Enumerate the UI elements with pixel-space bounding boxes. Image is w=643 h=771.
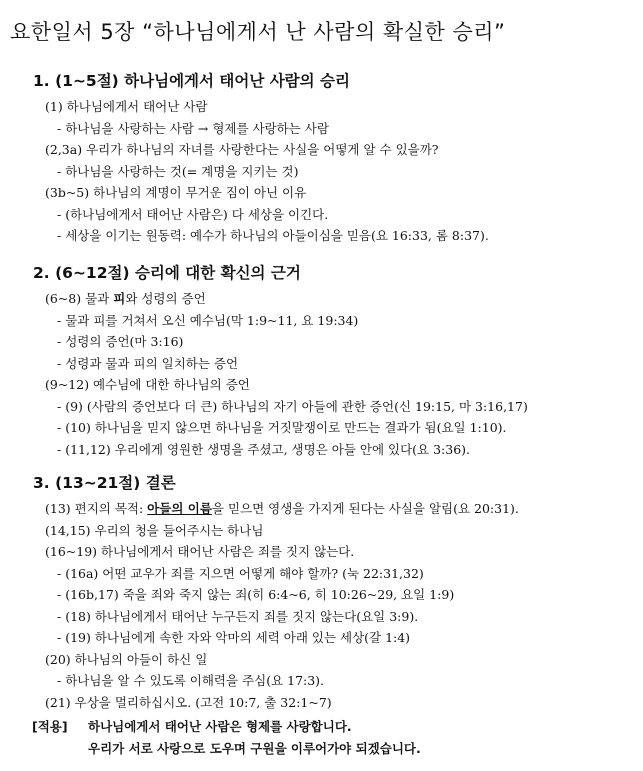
sub-point-line: - (16a) 어떤 교우가 죄를 지으면 어떻게 해야 할까? (눅 22:31,32) (57, 565, 424, 581)
sub-point-line: - 하나님을 알 수 있도록 이해력을 주심(요 17:3). (57, 673, 325, 688)
section-2 (33, 258, 633, 460)
point-text: 을 믿으면 영생을 가지게 된다는 사실을 알림(요 20:31). (211, 501, 519, 516)
point-line: (21) 우상을 멀리하십시오. (고전 10:7, 출 32:1~7) (45, 694, 332, 710)
sub-point-line: - 하나님을 사랑하는 것(= 계명을 지키는 것) (57, 163, 299, 179)
application-block (32, 716, 632, 760)
section-1 (33, 66, 633, 247)
point-text: (13) 편지의 목적: (45, 501, 148, 516)
point-line: (1) 하나님에게서 태어난 사람 (45, 99, 208, 114)
sub-point-line: - 세상을 이기는 원동력: 예수가 하나님의 아들이심을 믿음(요 16:33, 롬 8:37). (57, 228, 489, 243)
point-line: (16~19) 하나님에게서 태어난 사람은 죄를 짓지 않는다. (45, 544, 355, 559)
section-heading: 3. (13~21절) 결론 (33, 474, 176, 492)
sub-point-line: - (9) (사람의 증언보다 더 큰) 하나님의 자기 아들에 관한 증언(신 19:15, 마 3:16,17) (57, 398, 528, 414)
application-tag: [적용] (32, 719, 68, 734)
point-line: (14,15) 우리의 청을 들어주시는 하나님 (45, 522, 264, 538)
section-3 (33, 468, 633, 713)
page-title: 요한일서 5장 “하나님에게서 난 사람의 확실한 승리” (10, 20, 506, 44)
point-line (33, 498, 633, 520)
emphasis-text: 피 (113, 291, 126, 306)
emphasis-text: 아들의 이름 (147, 501, 212, 516)
point-line: (9~12) 예수님에 대한 하나님의 증언 (45, 377, 250, 392)
application-line-1 (32, 716, 632, 738)
section-heading: 1. (1~5절) 하나님에게서 태어난 사람의 승리 (33, 72, 350, 90)
sub-point-line: - 성령의 증언(마 3:16) (57, 334, 184, 349)
point-text: 와 성령의 증언 (125, 291, 206, 306)
point-line: (2,3a) 우리가 하나님의 자녀를 사랑한다는 사실을 어떻게 알 수 있을까? (45, 142, 439, 157)
section-heading: 2. (6~12절) 승리에 대한 확신의 근거 (33, 264, 301, 282)
application-line-2: 우리가 서로 사랑으로 도우며 구원을 이루어가야 되겠습니다. (88, 741, 421, 756)
point-line (33, 288, 633, 310)
sub-point-line: - 성령과 물과 피의 일치하는 증언 (57, 355, 239, 371)
point-line: (20) 하나님의 아들이 하신 일 (45, 651, 208, 667)
sub-point-line: - (하나님에게서 태어난 사람은) 다 세상을 이긴다. (57, 206, 329, 222)
point-text: (6~8) 물과 (45, 291, 114, 306)
sub-point-line: - (16b,17) 죽을 죄와 죽지 않는 죄(히 6:4~6, 히 10:26~29, 요일 1:9) (57, 587, 455, 602)
sub-point-line: - 물과 피를 거쳐서 오신 예수님(막 1:9~11, 요 19:34) (57, 312, 359, 328)
application-text: 하나님에게서 태어난 사람은 형제를 사랑합니다. (88, 719, 352, 734)
point-line: (3b~5) 하나님의 계명이 무거운 짐이 아닌 이유 (45, 185, 307, 200)
sub-point-line: - (11,12) 우리에게 영원한 생명을 주셨고, 생명은 아들 안에 있다(요 3:36). (57, 441, 470, 457)
sub-point-line: - 하나님을 사랑하는 사람 → 형제를 사랑하는 사람 (57, 120, 329, 136)
sub-point-line: - (19) 하나님에게 속한 자와 악마의 세력 아래 있는 세상(갈 1:4) (57, 630, 411, 645)
sub-point-line: - (10) 하나님을 믿지 않으면 하나님을 거짓말쟁이로 만드는 결과가 됨(요일 1:10). (57, 420, 507, 435)
sub-point-line: - (18) 하나님에게서 태어난 누구든지 죄를 짓지 않는다(요일 3:9). (57, 608, 419, 624)
